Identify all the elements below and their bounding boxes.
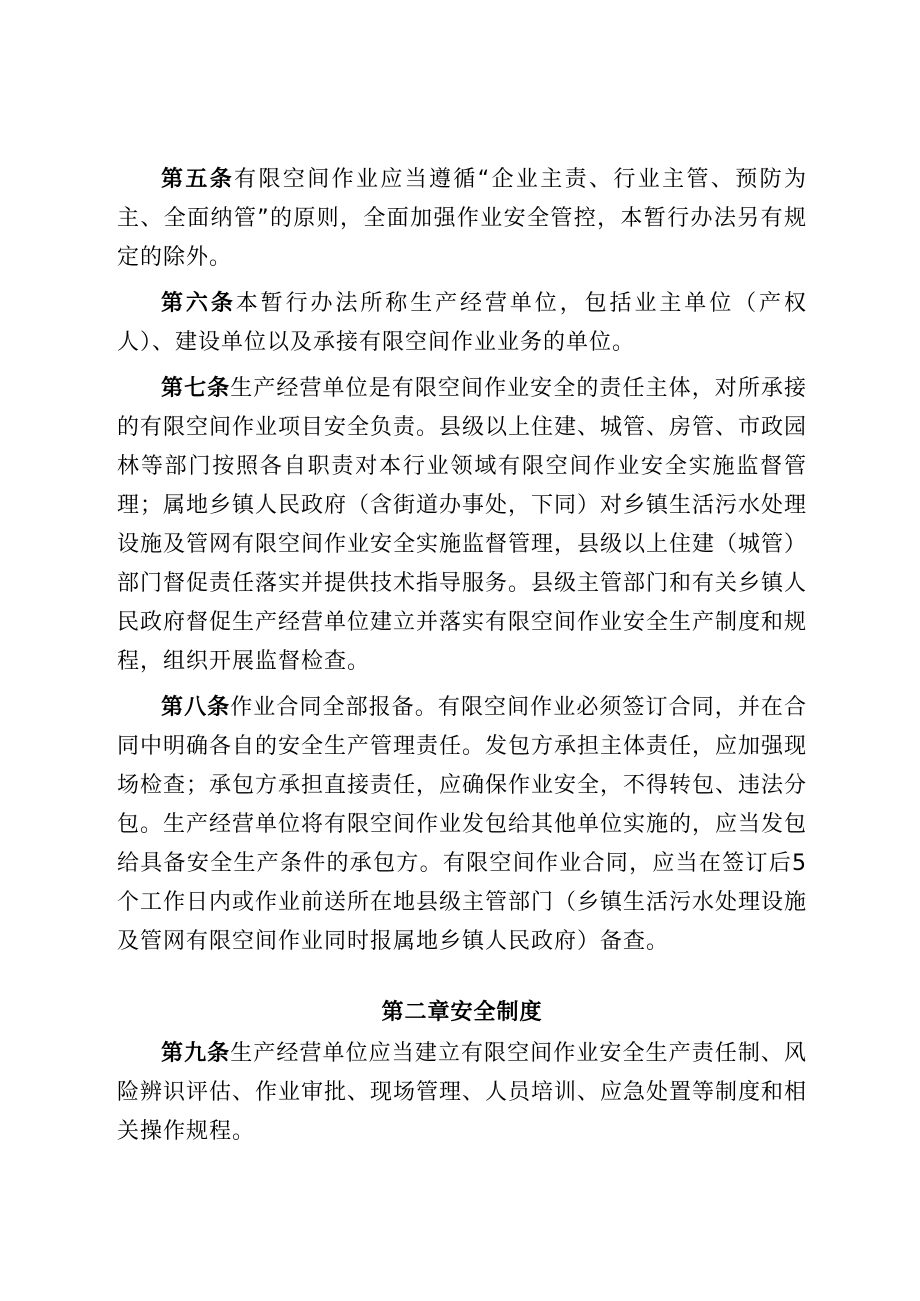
article-text: 生产经营单位是有限空间作业安全的责任主体，对所承接的有限空间作业项目安全负责。县级以上住建、城管、房管、市政园林等部门按照各自职责对本行业领域有限空间作业安全实施监督管理；属地乡镇人民政府（含街道办事处，下同）对乡镇生活污水处理设施及管网有限空间作业安全实施监督管理，县级以上住建（城管）部门督促责任落实并提供技术指导服务。县级主管部门和有关乡镇人民政府督促生产经营单位建立并落实有限空间作业安全生产制度和规程，组织开展监督检查。 [117,376,808,674]
article-label: 第五条 [161,167,235,192]
article-text: 本暂行办法所称生产经营单位，包括业主单位（产权人）、建设单位以及承接有限空间作业业务的单位。 [117,291,807,355]
article-9 [117,1034,807,1151]
article-label: 第八条 [161,695,231,720]
article-text: 作业合同全部报备。有限空间作业必须签订合同，并在合同中明确各自的安全生产管理责任。发包方承担主体责任，应加强现场检查；承包方承担直接责任，应确保作业安全，不得转包、违法分包。生产经营单位将有限空间作业发包给其他单位实施的，应当发包给具备安全生产条件的承包方。有限空间作业合同，应当在签订后5个工作日内或作业前送所在地县级主管部门（乡镇生活污水处理设施及管网有限空间作业同时报属地乡镇人民政府）备查。 [117,695,808,954]
article-label: 第七条 [161,376,231,401]
article-label: 第六条 [161,291,236,316]
article-7 [117,369,807,681]
article-6 [117,284,807,362]
article-label: 第九条 [161,1041,231,1066]
document-page [117,160,807,1158]
article-5 [117,160,807,277]
article-text: 生产经营单位应当建立有限空间作业安全生产责任制、风险辨识评估、作业审批、现场管理、人员培训、应急处置等制度和相关操作规程。 [117,1041,808,1144]
article-8 [117,688,807,961]
chapter-heading: 第二章安全制度 [381,1000,543,1025]
article-text: 有限空间作业应当遵循“企业主责、行业主管、预防为主、全面纳管”的原则，全面加强作业安全管控，本暂行办法另有规定的除外。 [117,167,807,270]
